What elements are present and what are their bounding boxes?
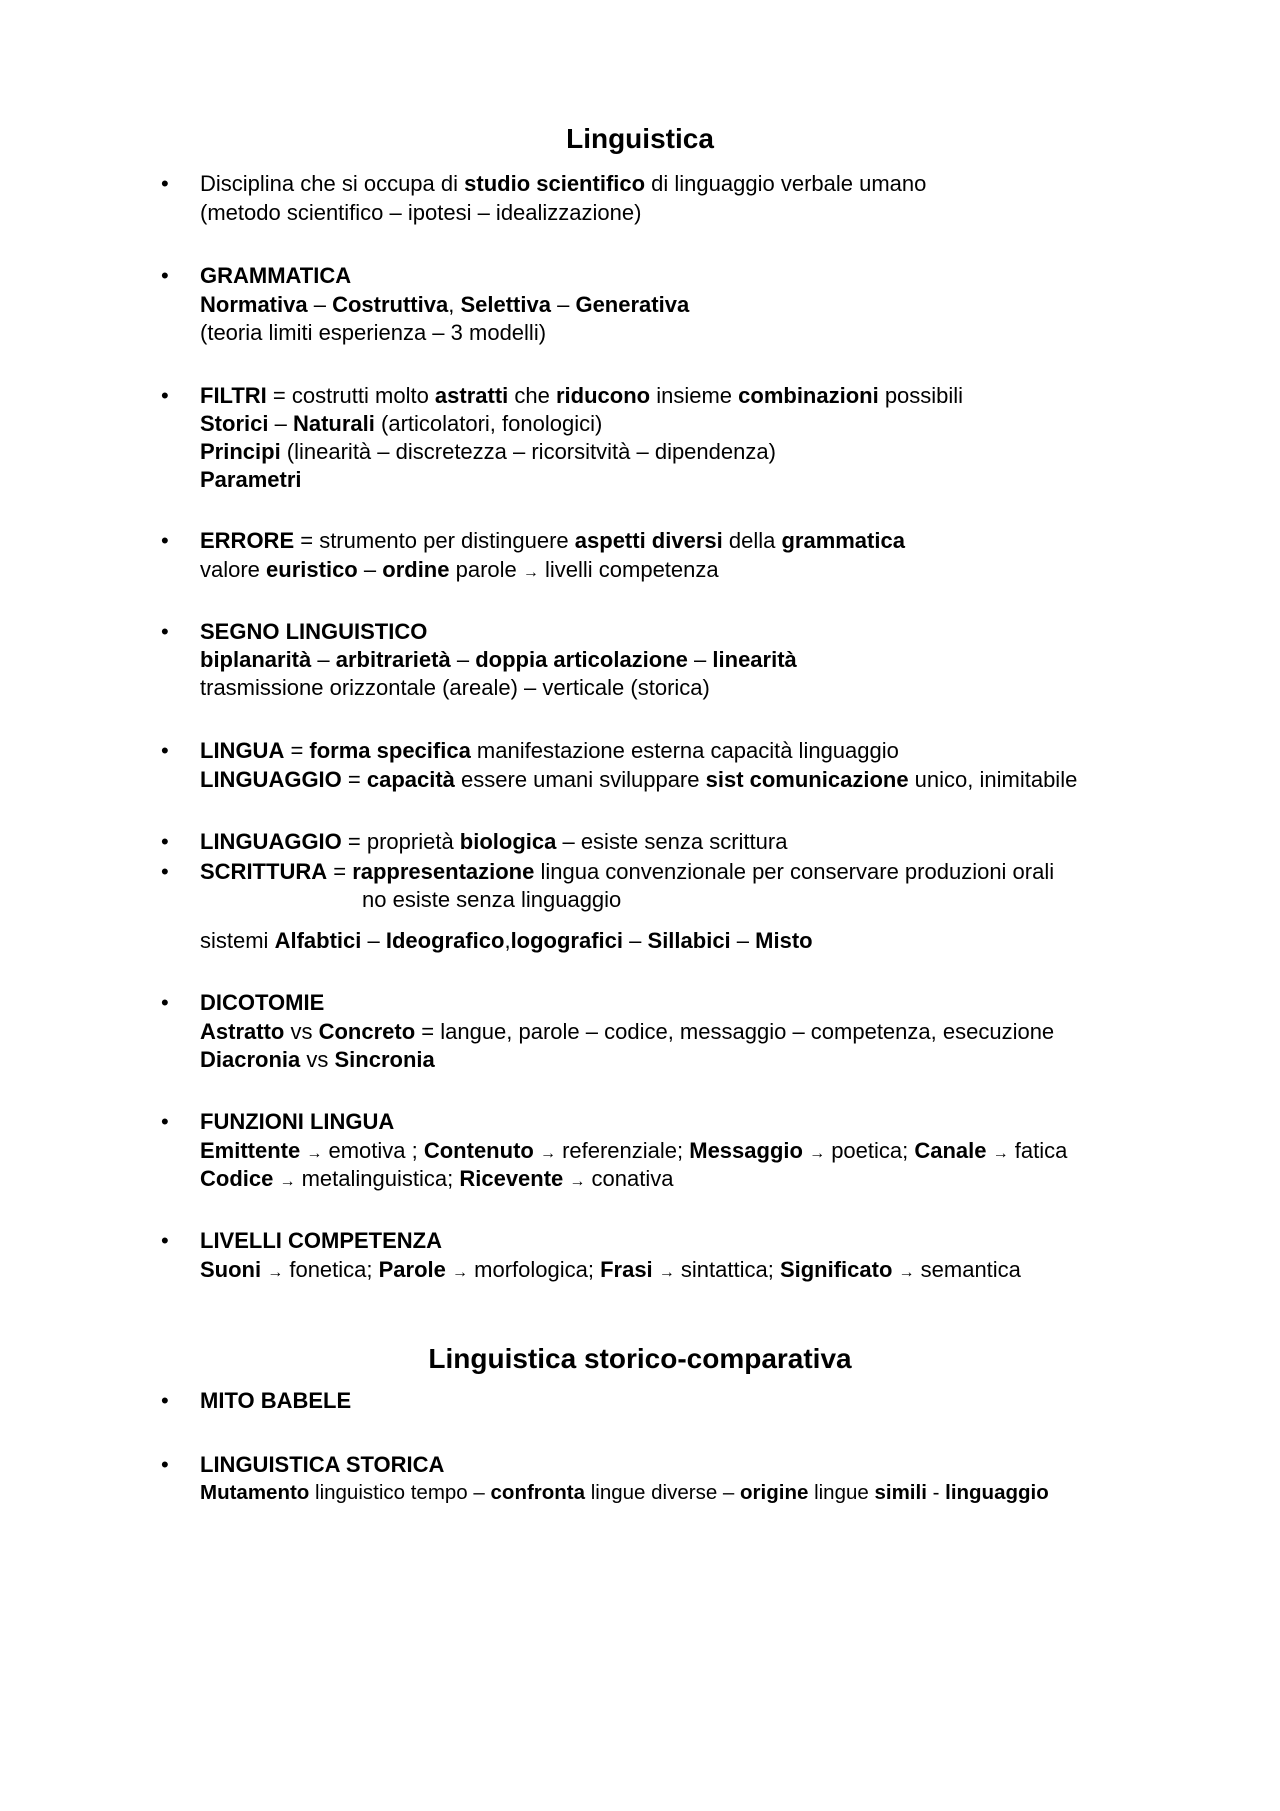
arrow-icon: → (306, 1145, 323, 1162)
filtri-principi: Principi (linearità – discretezza – ricorsitvità – dipendenza) (200, 439, 776, 464)
dicotomie-heading: DICOTOMIE (200, 990, 325, 1015)
bullet-scrittura: • (161, 859, 169, 884)
funzioni-heading: FUNZIONI LINGUA (200, 1109, 395, 1134)
errore-definition: ERRORE = strumento per distinguere aspetti diversi della grammatica (200, 528, 905, 553)
dicotomie-astratto: Astratto vs Concreto = langue, parole – codice, messaggio – competenza, esecuzione (200, 1019, 1055, 1044)
arrow-icon: → (898, 1264, 915, 1281)
arrow-icon: → (539, 1145, 556, 1162)
livelli-line: Suoni → fonetica; Parole → morfologica; Frasi → sintattica; Significato → semantica (200, 1257, 1021, 1282)
bullet-storica: • (161, 1452, 169, 1477)
sistemi-scrittura: sistemi Alfabtici – Ideografico,logografici – Sillabici – Misto (200, 928, 813, 953)
arrow-icon: → (452, 1264, 469, 1281)
disciplina-line-2: (metodo scientifico – ipotesi – idealizzazione) (200, 200, 642, 225)
arrow-icon: → (522, 564, 539, 581)
filtri-definition: FILTRI = costrutti molto astratti che riducono insieme combinazioni possibili (200, 383, 964, 408)
segno-trasmissione: trasmissione orizzontale (areale) – verticale (storica) (200, 675, 710, 700)
filtri-storici: Storici – Naturali (articolatori, fonologici) (200, 411, 603, 436)
arrow-icon: → (809, 1145, 826, 1162)
linguaggio-biologica: LINGUAGGIO = proprietà biologica – esiste senza scrittura (200, 829, 788, 854)
linguistica-storica-heading: LINGUISTICA STORICA (200, 1452, 445, 1477)
filtri-parametri: Parametri (200, 467, 302, 492)
scrittura-definition: SCRITTURA = rappresentazione lingua convenzionale per conservare produzioni orali (200, 859, 1055, 884)
page-title: Linguistica (566, 123, 714, 154)
segno-properties: biplanarità – arbitrarietà – doppia articolazione – linearità (200, 647, 797, 672)
arrow-icon: → (658, 1264, 675, 1281)
bullet-segno: • (161, 619, 169, 644)
linguistica-storica-line: Mutamento linguistico tempo – confronta lingue diverse – origine lingue simili - linguaggio (200, 1481, 1049, 1504)
bullet-dicotomie: • (161, 990, 169, 1015)
errore-valore: valore euristico – ordine parole → livelli competenza (200, 557, 719, 582)
bullet-funzioni: • (161, 1109, 169, 1134)
arrow-icon: → (569, 1173, 586, 1190)
bullet-grammatica: • (161, 263, 169, 288)
segno-heading: SEGNO LINGUISTICO (200, 619, 428, 644)
bullet-linguaggio: • (161, 829, 169, 854)
bullet-disciplina: • (161, 171, 169, 196)
linguaggio-definition: LINGUAGGIO = capacità essere umani sviluppare sist comunicazione unico, inimitabile (200, 767, 1078, 792)
scrittura-note: no esiste senza linguaggio (362, 887, 622, 912)
arrow-icon: → (279, 1173, 296, 1190)
arrow-icon: → (992, 1145, 1009, 1162)
bullet-livelli: • (161, 1228, 169, 1253)
funzioni-line-1: Emittente → emotiva ; Contenuto → referenziale; Messaggio → poetica; Canale → fatica (200, 1138, 1068, 1163)
bullet-errore: • (161, 528, 169, 553)
bullet-mito: • (161, 1388, 169, 1413)
arrow-icon: → (267, 1264, 284, 1281)
livelli-heading: LIVELLI COMPETENZA (200, 1228, 442, 1253)
section-title-storico-comparativa: Linguistica storico-comparativa (428, 1343, 852, 1374)
funzioni-line-2: Codice → metalinguistica; Ricevente → conativa (200, 1166, 674, 1191)
disciplina-line-1: Disciplina che si occupa di studio scientifico di linguaggio verbale umano (200, 171, 927, 196)
dicotomie-diacronia: Diacronia vs Sincronia (200, 1047, 435, 1072)
bullet-lingua: • (161, 738, 169, 763)
bullet-filtri: • (161, 383, 169, 408)
mito-babele-heading: MITO BABELE (200, 1388, 352, 1413)
grammatica-types: Normativa – Costruttiva, Selettiva – Generativa (200, 292, 690, 317)
grammatica-note: (teoria limiti esperienza – 3 modelli) (200, 320, 547, 345)
grammatica-heading: GRAMMATICA (200, 263, 352, 288)
lingua-definition: LINGUA = forma specifica manifestazione esterna capacità linguaggio (200, 738, 899, 763)
